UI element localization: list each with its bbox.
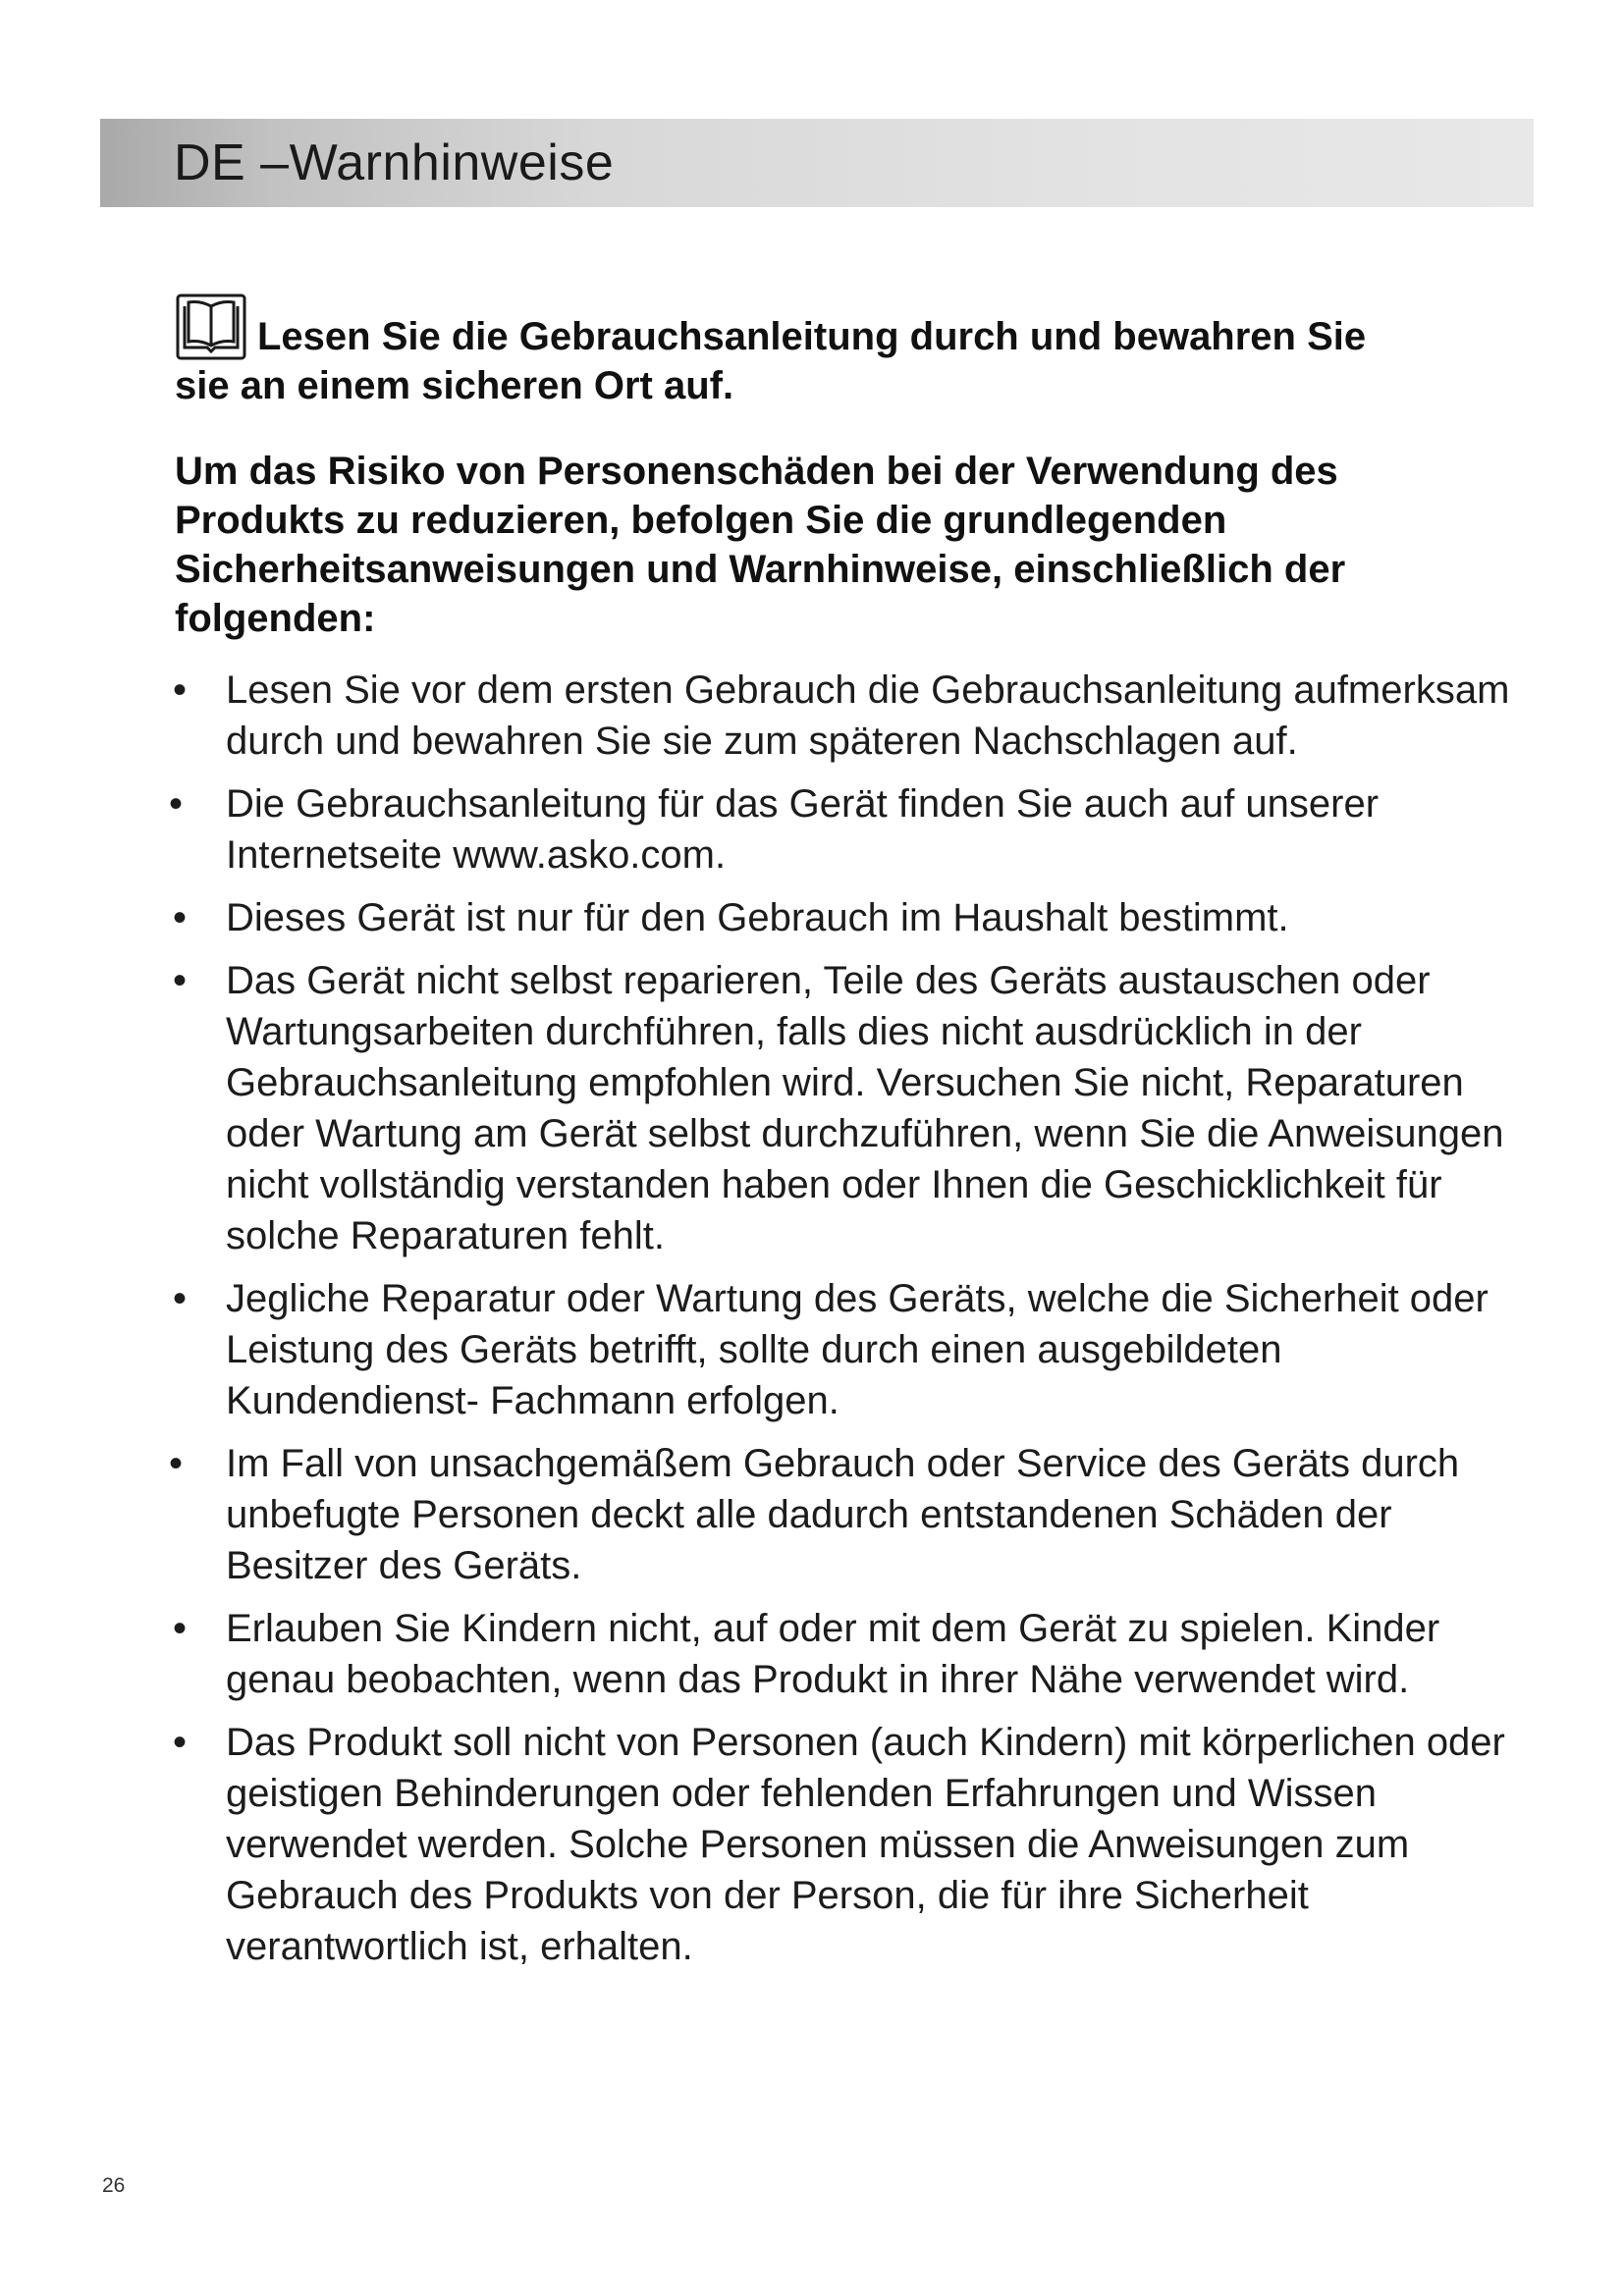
intro-line-1-text: Lesen Sie die Gebrauchsanleitung durch und bewahren Sie	[257, 315, 1367, 358]
bullet: •	[173, 1607, 188, 1650]
list-item	[169, 1438, 1534, 1591]
list-item-text: Das Produkt soll nicht von Personen (auch Kindern) mit körperlichen oder geistigen Behinderungen oder fehlenden Erfahrungen und Wissen verwendet werden. Solche Personen müssen die Anweisungen zum Gebrauch des Produkts von der Person, die für ihre Sicherheit verantwortlich ist, erhalten.	[226, 1721, 1505, 1968]
bullet: •	[169, 782, 184, 826]
bullet: •	[169, 1442, 184, 1485]
bullet: •	[173, 896, 188, 939]
list-item-text: Dieses Gerät ist nur für den Gebrauch im Haushalt bestimmt.	[226, 896, 1289, 939]
book-icon	[175, 293, 247, 361]
warning-paragraph: Um das Risiko von Personenschäden bei der Verwendung des Produkts zu reduzieren, befolgen Sie die grundlegenden Sicherheitsanweisungen und Warnhinweise, einschließlich der folgenden:	[175, 450, 1346, 640]
header-band	[100, 119, 1534, 207]
bullet: •	[173, 1721, 188, 1764]
list-item	[169, 1717, 1534, 1972]
list-item-text: Erlauben Sie Kindern nicht, auf oder mit dem Gerät zu spielen. Kinder genau beobachten, wenn das Produkt in ihrer Nähe verwendet wird.	[226, 1607, 1440, 1701]
intro-line-1	[175, 293, 1500, 361]
list-item	[169, 1273, 1534, 1426]
list-item	[169, 778, 1534, 881]
intro-notice	[175, 293, 1500, 410]
bullet: •	[173, 668, 188, 712]
bullet: •	[173, 959, 188, 1002]
list-item	[169, 1603, 1534, 1705]
list-item-text: Jegliche Reparatur oder Wartung des Geräts, welche die Sicherheit oder Leistung des Geräts betrifft, sollte durch einen ausgebildeten Kundendienst- Fachmann erfolgen.	[226, 1277, 1489, 1422]
page-number: 26	[102, 2174, 126, 2197]
safety-list	[169, 665, 1534, 1984]
list-item	[169, 665, 1534, 767]
list-item-text: Im Fall von unsachgemäßem Gebrauch oder Service des Geräts durch unbefugte Personen deckt alle dadurch entstandenen Schäden der Besitzer des Geräts.	[226, 1442, 1460, 1587]
list-item	[169, 955, 1534, 1261]
intro-line-2: sie an einem sicheren Ort auf.	[175, 364, 734, 407]
bullet: •	[173, 1277, 188, 1320]
list-item-text: Die Gebrauchsanleitung für das Gerät finden Sie auch auf unserer Internetseite www.asko.com.	[226, 782, 1380, 877]
list-item-text: Das Gerät nicht selbst reparieren, Teile des Geräts austauschen oder Wartungsarbeiten durchführen, falls dies nicht ausdrücklich in der Gebrauchsanleitung empfohlen wird. Versuchen Sie nicht, Reparaturen oder Wartung am Gerät selbst durchzuführen, wenn Sie die Anweisungen nicht vollständig verstanden haben oder Ihnen die Geschicklichkeit für solche Reparaturen fehlt.	[226, 959, 1504, 1257]
list-item-text: Lesen Sie vor dem ersten Gebrauch die Gebrauchsanleitung aufmerksam durch und bewahren Sie sie zum späteren Nachschlagen auf.	[226, 668, 1510, 763]
list-item	[169, 892, 1534, 943]
page-title: DE –Warnhinweise	[174, 134, 615, 191]
